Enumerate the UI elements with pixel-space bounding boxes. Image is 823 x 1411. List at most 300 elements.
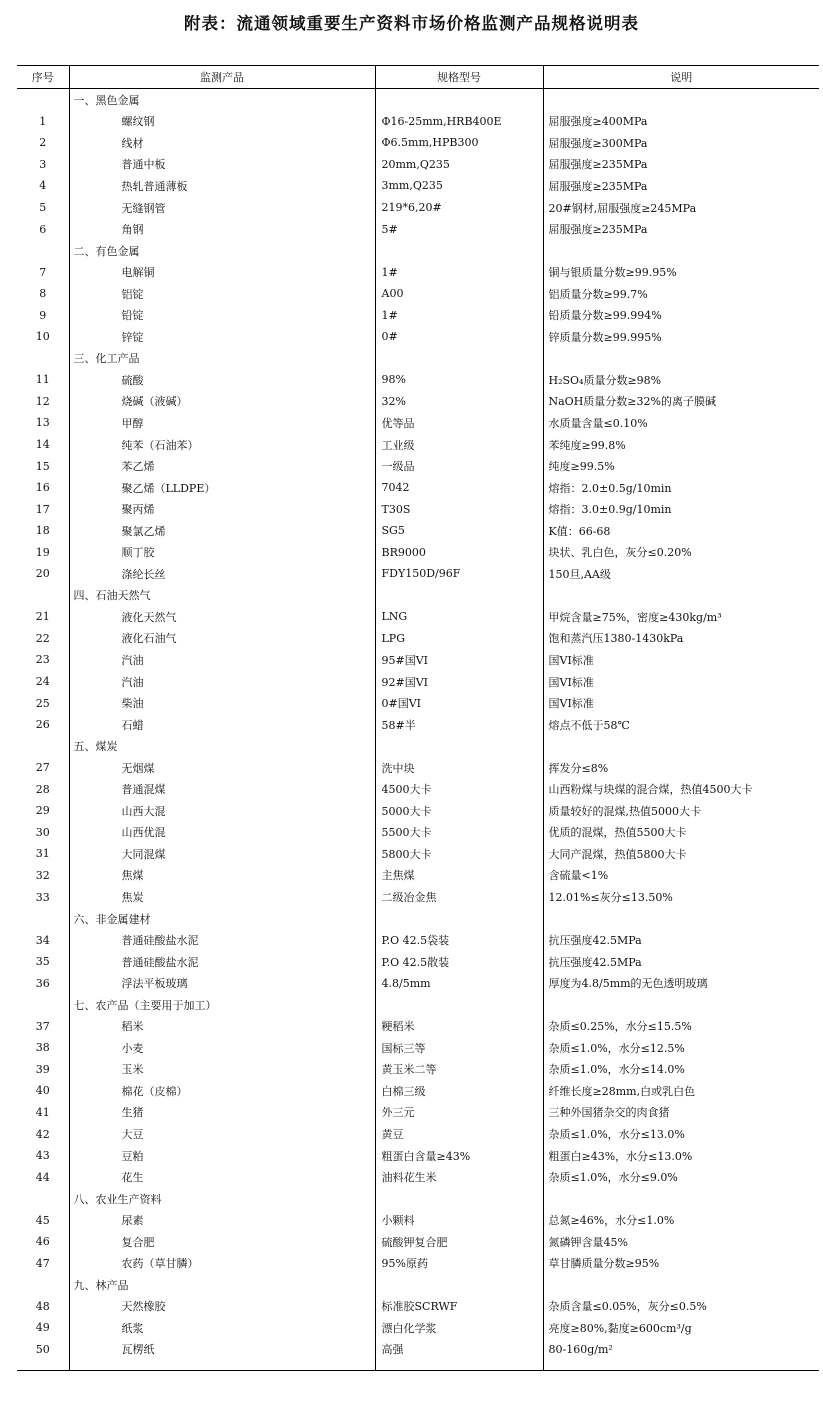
- row-index: 22: [17, 628, 69, 650]
- product-description: 水质量含量≤0.10%: [543, 412, 819, 434]
- product-spec: 95%原药: [375, 1253, 543, 1275]
- product-name: 浮法平板玻璃: [69, 972, 375, 994]
- table-row: [17, 541, 819, 563]
- product-description: 挥发分≤8%: [543, 757, 819, 779]
- product-name: 普通混煤: [69, 779, 375, 801]
- category-desc-cell: [543, 585, 819, 607]
- product-spec: 标准胶SCRWF: [375, 1296, 543, 1318]
- row-index: 33: [17, 886, 69, 908]
- row-index: 41: [17, 1102, 69, 1124]
- product-description: 屈服强度≥235MPa: [543, 218, 819, 240]
- table-row: [17, 261, 819, 283]
- product-name: 无烟煤: [69, 757, 375, 779]
- product-spec: 58#半: [375, 714, 543, 736]
- product-spec: FDY150D/96F: [375, 563, 543, 585]
- row-index: 48: [17, 1296, 69, 1318]
- product-name: 纯苯（石油苯）: [69, 434, 375, 456]
- product-spec: BR9000: [375, 541, 543, 563]
- product-name: 柴油: [69, 692, 375, 714]
- product-description: 杂质≤1.0%，水分≤9.0%: [543, 1166, 819, 1188]
- product-description: 20#钢材,屈服强度≥245MPa: [543, 197, 819, 219]
- header-product: 监测产品: [69, 66, 375, 89]
- product-name: 大同混煤: [69, 843, 375, 865]
- category-desc-cell: [543, 348, 819, 370]
- product-description: 大同产混煤，热值5800大卡: [543, 843, 819, 865]
- header-description: 说明: [543, 66, 819, 89]
- product-name: 聚丙烯: [69, 498, 375, 520]
- table-row: [17, 628, 819, 650]
- product-description: 亮度≥80%,黏度≥600cm³/g: [543, 1317, 819, 1339]
- product-description: 总氮≥46%，水分≤1.0%: [543, 1209, 819, 1231]
- table-row: [17, 391, 819, 413]
- category-index-cell: [17, 348, 69, 370]
- row-index: 10: [17, 326, 69, 348]
- row-index: 23: [17, 649, 69, 671]
- spacer-cell: [69, 1360, 375, 1371]
- category-row: [17, 348, 819, 370]
- product-description: 国VI标准: [543, 692, 819, 714]
- product-description: 山西粉煤与块煤的混合煤，热值4500大卡: [543, 779, 819, 801]
- table-row: [17, 111, 819, 133]
- table-row: [17, 154, 819, 176]
- table-row: [17, 326, 819, 348]
- product-name: 普通硅酸盐水泥: [69, 929, 375, 951]
- category-name: 七、农产品（主要用于加工）: [69, 994, 375, 1016]
- row-index: 38: [17, 1037, 69, 1059]
- product-description: 厚度为4.8/5mm的无色透明玻璃: [543, 972, 819, 994]
- product-name: 聚乙烯（LLDPE）: [69, 477, 375, 499]
- product-spec: 20mm,Q235: [375, 154, 543, 176]
- product-name: 汽油: [69, 671, 375, 693]
- category-spec-cell: [375, 908, 543, 930]
- product-description: H₂SO₄质量分数≥98%: [543, 369, 819, 391]
- product-spec: Φ16-25mm,HRB400E: [375, 111, 543, 133]
- product-name: 铅锭: [69, 304, 375, 326]
- product-description: 铜与银质量分数≥99.95%: [543, 261, 819, 283]
- table-row: [17, 1253, 819, 1275]
- category-desc-cell: [543, 240, 819, 262]
- row-index: 32: [17, 865, 69, 887]
- product-name: 大豆: [69, 1123, 375, 1145]
- row-index: 5: [17, 197, 69, 219]
- product-description: 12.01%≤灰分≤13.50%: [543, 886, 819, 908]
- product-spec: 95#国VI: [375, 649, 543, 671]
- product-spec: 洗中块: [375, 757, 543, 779]
- table-header-row: [17, 66, 819, 89]
- row-index: 44: [17, 1166, 69, 1188]
- product-name: 电解铜: [69, 261, 375, 283]
- spacer-cell: [375, 1360, 543, 1371]
- product-name: 复合肥: [69, 1231, 375, 1253]
- row-index: 24: [17, 671, 69, 693]
- product-spec: 国标三等: [375, 1037, 543, 1059]
- product-spec: LNG: [375, 606, 543, 628]
- product-description: 优质的混煤，热值5500大卡: [543, 822, 819, 844]
- product-spec: 4500大卡: [375, 779, 543, 801]
- table-row: [17, 369, 819, 391]
- category-index-cell: [17, 1188, 69, 1210]
- product-spec: Φ6.5mm,HPB300: [375, 132, 543, 154]
- row-index: 28: [17, 779, 69, 801]
- category-index-cell: [17, 994, 69, 1016]
- row-index: 14: [17, 434, 69, 456]
- product-description: 粗蛋白≥43%，水分≤13.0%: [543, 1145, 819, 1167]
- table-row: [17, 779, 819, 801]
- table-row: [17, 218, 819, 240]
- product-name: 硫酸: [69, 369, 375, 391]
- category-spec-cell: [375, 1274, 543, 1296]
- table-row: [17, 412, 819, 434]
- product-name: 天然橡胶: [69, 1296, 375, 1318]
- category-desc-cell: [543, 89, 819, 111]
- product-name: 顺丁胶: [69, 541, 375, 563]
- product-name: 焦煤: [69, 865, 375, 887]
- product-spec: 5000大卡: [375, 800, 543, 822]
- product-description: 块状、乳白色，灰分≤0.20%: [543, 541, 819, 563]
- product-name: 液化天然气: [69, 606, 375, 628]
- row-index: 45: [17, 1209, 69, 1231]
- product-spec: 工业级: [375, 434, 543, 456]
- table-row: [17, 692, 819, 714]
- product-name: 花生: [69, 1166, 375, 1188]
- product-name: 烧碱（液碱）: [69, 391, 375, 413]
- category-row: [17, 1188, 819, 1210]
- product-name: 铝锭: [69, 283, 375, 305]
- product-spec: 219*6,20#: [375, 197, 543, 219]
- row-index: 29: [17, 800, 69, 822]
- row-index: 49: [17, 1317, 69, 1339]
- category-row: [17, 240, 819, 262]
- product-spec: 二级冶金焦: [375, 886, 543, 908]
- product-name: 山西优混: [69, 822, 375, 844]
- row-index: 17: [17, 498, 69, 520]
- row-index: 50: [17, 1339, 69, 1361]
- product-description: K值：66-68: [543, 520, 819, 542]
- product-description: 杂质≤1.0%，水分≤14.0%: [543, 1059, 819, 1081]
- category-name: 六、非金属建材: [69, 908, 375, 930]
- product-description: 国VI标准: [543, 649, 819, 671]
- product-spec: 硫酸钾复合肥: [375, 1231, 543, 1253]
- table-row: [17, 1102, 819, 1124]
- table-row: [17, 649, 819, 671]
- product-spec: 92#国VI: [375, 671, 543, 693]
- table-row: [17, 520, 819, 542]
- product-description: 锌质量分数≥99.995%: [543, 326, 819, 348]
- product-name: 山西大混: [69, 800, 375, 822]
- product-spec: 漂白化学浆: [375, 1317, 543, 1339]
- row-index: 13: [17, 412, 69, 434]
- table-row: [17, 132, 819, 154]
- category-spec-cell: [375, 994, 543, 1016]
- product-spec: 一级品: [375, 455, 543, 477]
- category-name: 二、有色金属: [69, 240, 375, 262]
- row-index: 25: [17, 692, 69, 714]
- row-index: 12: [17, 391, 69, 413]
- row-index: 8: [17, 283, 69, 305]
- product-name: 苯乙烯: [69, 455, 375, 477]
- row-index: 15: [17, 455, 69, 477]
- row-index: 2: [17, 132, 69, 154]
- table-row: [17, 951, 819, 973]
- product-spec: 5800大卡: [375, 843, 543, 865]
- product-description: 80-160g/m²: [543, 1339, 819, 1361]
- category-spec-cell: [375, 735, 543, 757]
- product-spec: 98%: [375, 369, 543, 391]
- table-row: [17, 498, 819, 520]
- product-spec: 32%: [375, 391, 543, 413]
- product-description: 屈服强度≥400MPa: [543, 111, 819, 133]
- product-description: 含硫量<1%: [543, 865, 819, 887]
- product-spec: 油料花生米: [375, 1166, 543, 1188]
- product-spec: 黄豆: [375, 1123, 543, 1145]
- product-description: NaOH质量分数≥32%的离子膜碱: [543, 391, 819, 413]
- product-name: 棉花（皮棉）: [69, 1080, 375, 1102]
- product-description: 熔指：3.0±0.9g/10min: [543, 498, 819, 520]
- spec-table: [17, 65, 819, 1371]
- product-spec: P.O 42.5袋装: [375, 929, 543, 951]
- category-desc-cell: [543, 1188, 819, 1210]
- table-row: [17, 757, 819, 779]
- row-index: 37: [17, 1016, 69, 1038]
- product-description: 纯度≥99.5%: [543, 455, 819, 477]
- product-description: 纤维长度≥28mm,白或乳白色: [543, 1080, 819, 1102]
- table-row: [17, 563, 819, 585]
- table-row: [17, 1166, 819, 1188]
- page-title: 附表：流通领域重要生产资料市场价格监测产品规格说明表: [184, 14, 639, 33]
- category-index-cell: [17, 908, 69, 930]
- category-row: [17, 585, 819, 607]
- table-row: [17, 671, 819, 693]
- category-index-cell: [17, 89, 69, 111]
- category-name: 九、林产品: [69, 1274, 375, 1296]
- table-row: [17, 929, 819, 951]
- product-description: 熔指：2.0±0.5g/10min: [543, 477, 819, 499]
- product-name: 液化石油气: [69, 628, 375, 650]
- product-description: 杂质含量≤0.05%，灰分≤0.5%: [543, 1296, 819, 1318]
- product-description: 熔点不低于58℃: [543, 714, 819, 736]
- product-name: 纸浆: [69, 1317, 375, 1339]
- table-row: [17, 800, 819, 822]
- product-name: 豆粕: [69, 1145, 375, 1167]
- product-description: 草甘膦质量分数≥95%: [543, 1253, 819, 1275]
- product-description: 甲烷含量≥75%，密度≥430kg/m³: [543, 606, 819, 628]
- product-description: 三种外国猪杂交的肉食猪: [543, 1102, 819, 1124]
- table-row: [17, 1037, 819, 1059]
- product-description: 氮磷钾含量45%: [543, 1231, 819, 1253]
- row-index: 3: [17, 154, 69, 176]
- product-spec: 5#: [375, 218, 543, 240]
- product-name: 汽油: [69, 649, 375, 671]
- row-index: 16: [17, 477, 69, 499]
- product-name: 小麦: [69, 1037, 375, 1059]
- product-description: 杂质≤1.0%，水分≤12.5%: [543, 1037, 819, 1059]
- row-index: 40: [17, 1080, 69, 1102]
- product-spec: 0#: [375, 326, 543, 348]
- category-name: 三、化工产品: [69, 348, 375, 370]
- product-name: 石蜡: [69, 714, 375, 736]
- row-index: 34: [17, 929, 69, 951]
- category-name: 四、石油天然气: [69, 585, 375, 607]
- product-description: 屈服强度≥235MPa: [543, 154, 819, 176]
- table-body: [17, 89, 819, 1371]
- product-name: 生猪: [69, 1102, 375, 1124]
- category-spec-cell: [375, 240, 543, 262]
- row-index: 31: [17, 843, 69, 865]
- category-desc-cell: [543, 735, 819, 757]
- table-row: [17, 1317, 819, 1339]
- row-index: 35: [17, 951, 69, 973]
- table-row: [17, 434, 819, 456]
- row-index: 6: [17, 218, 69, 240]
- table-row: [17, 1145, 819, 1167]
- product-description: 铝质量分数≥99.7%: [543, 283, 819, 305]
- row-index: 30: [17, 822, 69, 844]
- category-row: [17, 908, 819, 930]
- product-name: 锌锭: [69, 326, 375, 348]
- product-name: 瓦楞纸: [69, 1339, 375, 1361]
- table-row: [17, 175, 819, 197]
- product-spec: 4.8/5mm: [375, 972, 543, 994]
- product-name: 甲醇: [69, 412, 375, 434]
- product-spec: 粗蛋白含量≥43%: [375, 1145, 543, 1167]
- category-index-cell: [17, 585, 69, 607]
- product-description: 国VI标准: [543, 671, 819, 693]
- category-spec-cell: [375, 1188, 543, 1210]
- product-description: 屈服强度≥300MPa: [543, 132, 819, 154]
- row-index: 36: [17, 972, 69, 994]
- category-row: [17, 994, 819, 1016]
- category-desc-cell: [543, 908, 819, 930]
- product-spec: T30S: [375, 498, 543, 520]
- table-end-spacer: [17, 1360, 819, 1371]
- product-spec: 高强: [375, 1339, 543, 1361]
- product-name: 普通硅酸盐水泥: [69, 951, 375, 973]
- product-description: 苯纯度≥99.8%: [543, 434, 819, 456]
- product-spec: 小颗料: [375, 1209, 543, 1231]
- category-name: 五、煤炭: [69, 735, 375, 757]
- product-description: 杂质≤0.25%，水分≤15.5%: [543, 1016, 819, 1038]
- product-description: 屈服强度≥235MPa: [543, 175, 819, 197]
- product-spec: 白棉三级: [375, 1080, 543, 1102]
- row-index: 27: [17, 757, 69, 779]
- category-index-cell: [17, 1274, 69, 1296]
- product-name: 稻米: [69, 1016, 375, 1038]
- product-spec: 5500大卡: [375, 822, 543, 844]
- table-row: [17, 843, 819, 865]
- table-row: [17, 1080, 819, 1102]
- category-spec-cell: [375, 585, 543, 607]
- row-index: 1: [17, 111, 69, 133]
- row-index: 20: [17, 563, 69, 585]
- table-row: [17, 1339, 819, 1361]
- table-row: [17, 1209, 819, 1231]
- table-row: [17, 304, 819, 326]
- category-desc-cell: [543, 1274, 819, 1296]
- row-index: 43: [17, 1145, 69, 1167]
- category-spec-cell: [375, 89, 543, 111]
- product-name: 热轧普通薄板: [69, 175, 375, 197]
- table-row: [17, 197, 819, 219]
- row-index: 4: [17, 175, 69, 197]
- table-row: [17, 1296, 819, 1318]
- product-spec: 外三元: [375, 1102, 543, 1124]
- product-spec: 1#: [375, 261, 543, 283]
- table-row: [17, 865, 819, 887]
- product-spec: 1#: [375, 304, 543, 326]
- table-row: [17, 886, 819, 908]
- row-index: 42: [17, 1123, 69, 1145]
- row-index: 9: [17, 304, 69, 326]
- row-index: 18: [17, 520, 69, 542]
- row-index: 19: [17, 541, 69, 563]
- table-row: [17, 606, 819, 628]
- table-row: [17, 1016, 819, 1038]
- row-index: 47: [17, 1253, 69, 1275]
- product-name: 尿素: [69, 1209, 375, 1231]
- header-index: 序号: [17, 66, 69, 89]
- product-name: 无缝钢管: [69, 197, 375, 219]
- header-spec: 规格型号: [375, 66, 543, 89]
- product-name: 螺纹钢: [69, 111, 375, 133]
- product-description: 铅质量分数≥99.994%: [543, 304, 819, 326]
- row-index: 7: [17, 261, 69, 283]
- table-row: [17, 283, 819, 305]
- spacer-cell: [543, 1360, 819, 1371]
- product-name: 农药（草甘膦）: [69, 1253, 375, 1275]
- table-row: [17, 1231, 819, 1253]
- product-spec: 3mm,Q235: [375, 175, 543, 197]
- product-name: 线材: [69, 132, 375, 154]
- product-name: 玉米: [69, 1059, 375, 1081]
- table-row: [17, 455, 819, 477]
- row-index: 26: [17, 714, 69, 736]
- table-row: [17, 1059, 819, 1081]
- category-index-cell: [17, 735, 69, 757]
- table-row: [17, 477, 819, 499]
- table-row: [17, 822, 819, 844]
- row-index: 46: [17, 1231, 69, 1253]
- category-index-cell: [17, 240, 69, 262]
- product-spec: LPG: [375, 628, 543, 650]
- product-description: 质量较好的混煤,热值5000大卡: [543, 800, 819, 822]
- product-spec: SG5: [375, 520, 543, 542]
- product-description: 150旦,AA级: [543, 563, 819, 585]
- product-spec: 优等品: [375, 412, 543, 434]
- row-index: 39: [17, 1059, 69, 1081]
- category-row: [17, 735, 819, 757]
- product-spec: 7042: [375, 477, 543, 499]
- table-row: [17, 972, 819, 994]
- product-name: 涤纶长丝: [69, 563, 375, 585]
- product-spec: P.O 42.5散装: [375, 951, 543, 973]
- product-spec: A00: [375, 283, 543, 305]
- product-description: 杂质≤1.0%，水分≤13.0%: [543, 1123, 819, 1145]
- table-row: [17, 714, 819, 736]
- row-index: 21: [17, 606, 69, 628]
- product-name: 角钢: [69, 218, 375, 240]
- product-name: 聚氯乙烯: [69, 520, 375, 542]
- category-desc-cell: [543, 994, 819, 1016]
- category-name: 八、农业生产资料: [69, 1188, 375, 1210]
- category-spec-cell: [375, 348, 543, 370]
- row-index: 11: [17, 369, 69, 391]
- category-row: [17, 1274, 819, 1296]
- product-name: 普通中板: [69, 154, 375, 176]
- category-row: [17, 89, 819, 111]
- spacer-cell: [17, 1360, 69, 1371]
- product-spec: 黄玉米二等: [375, 1059, 543, 1081]
- product-name: 焦炭: [69, 886, 375, 908]
